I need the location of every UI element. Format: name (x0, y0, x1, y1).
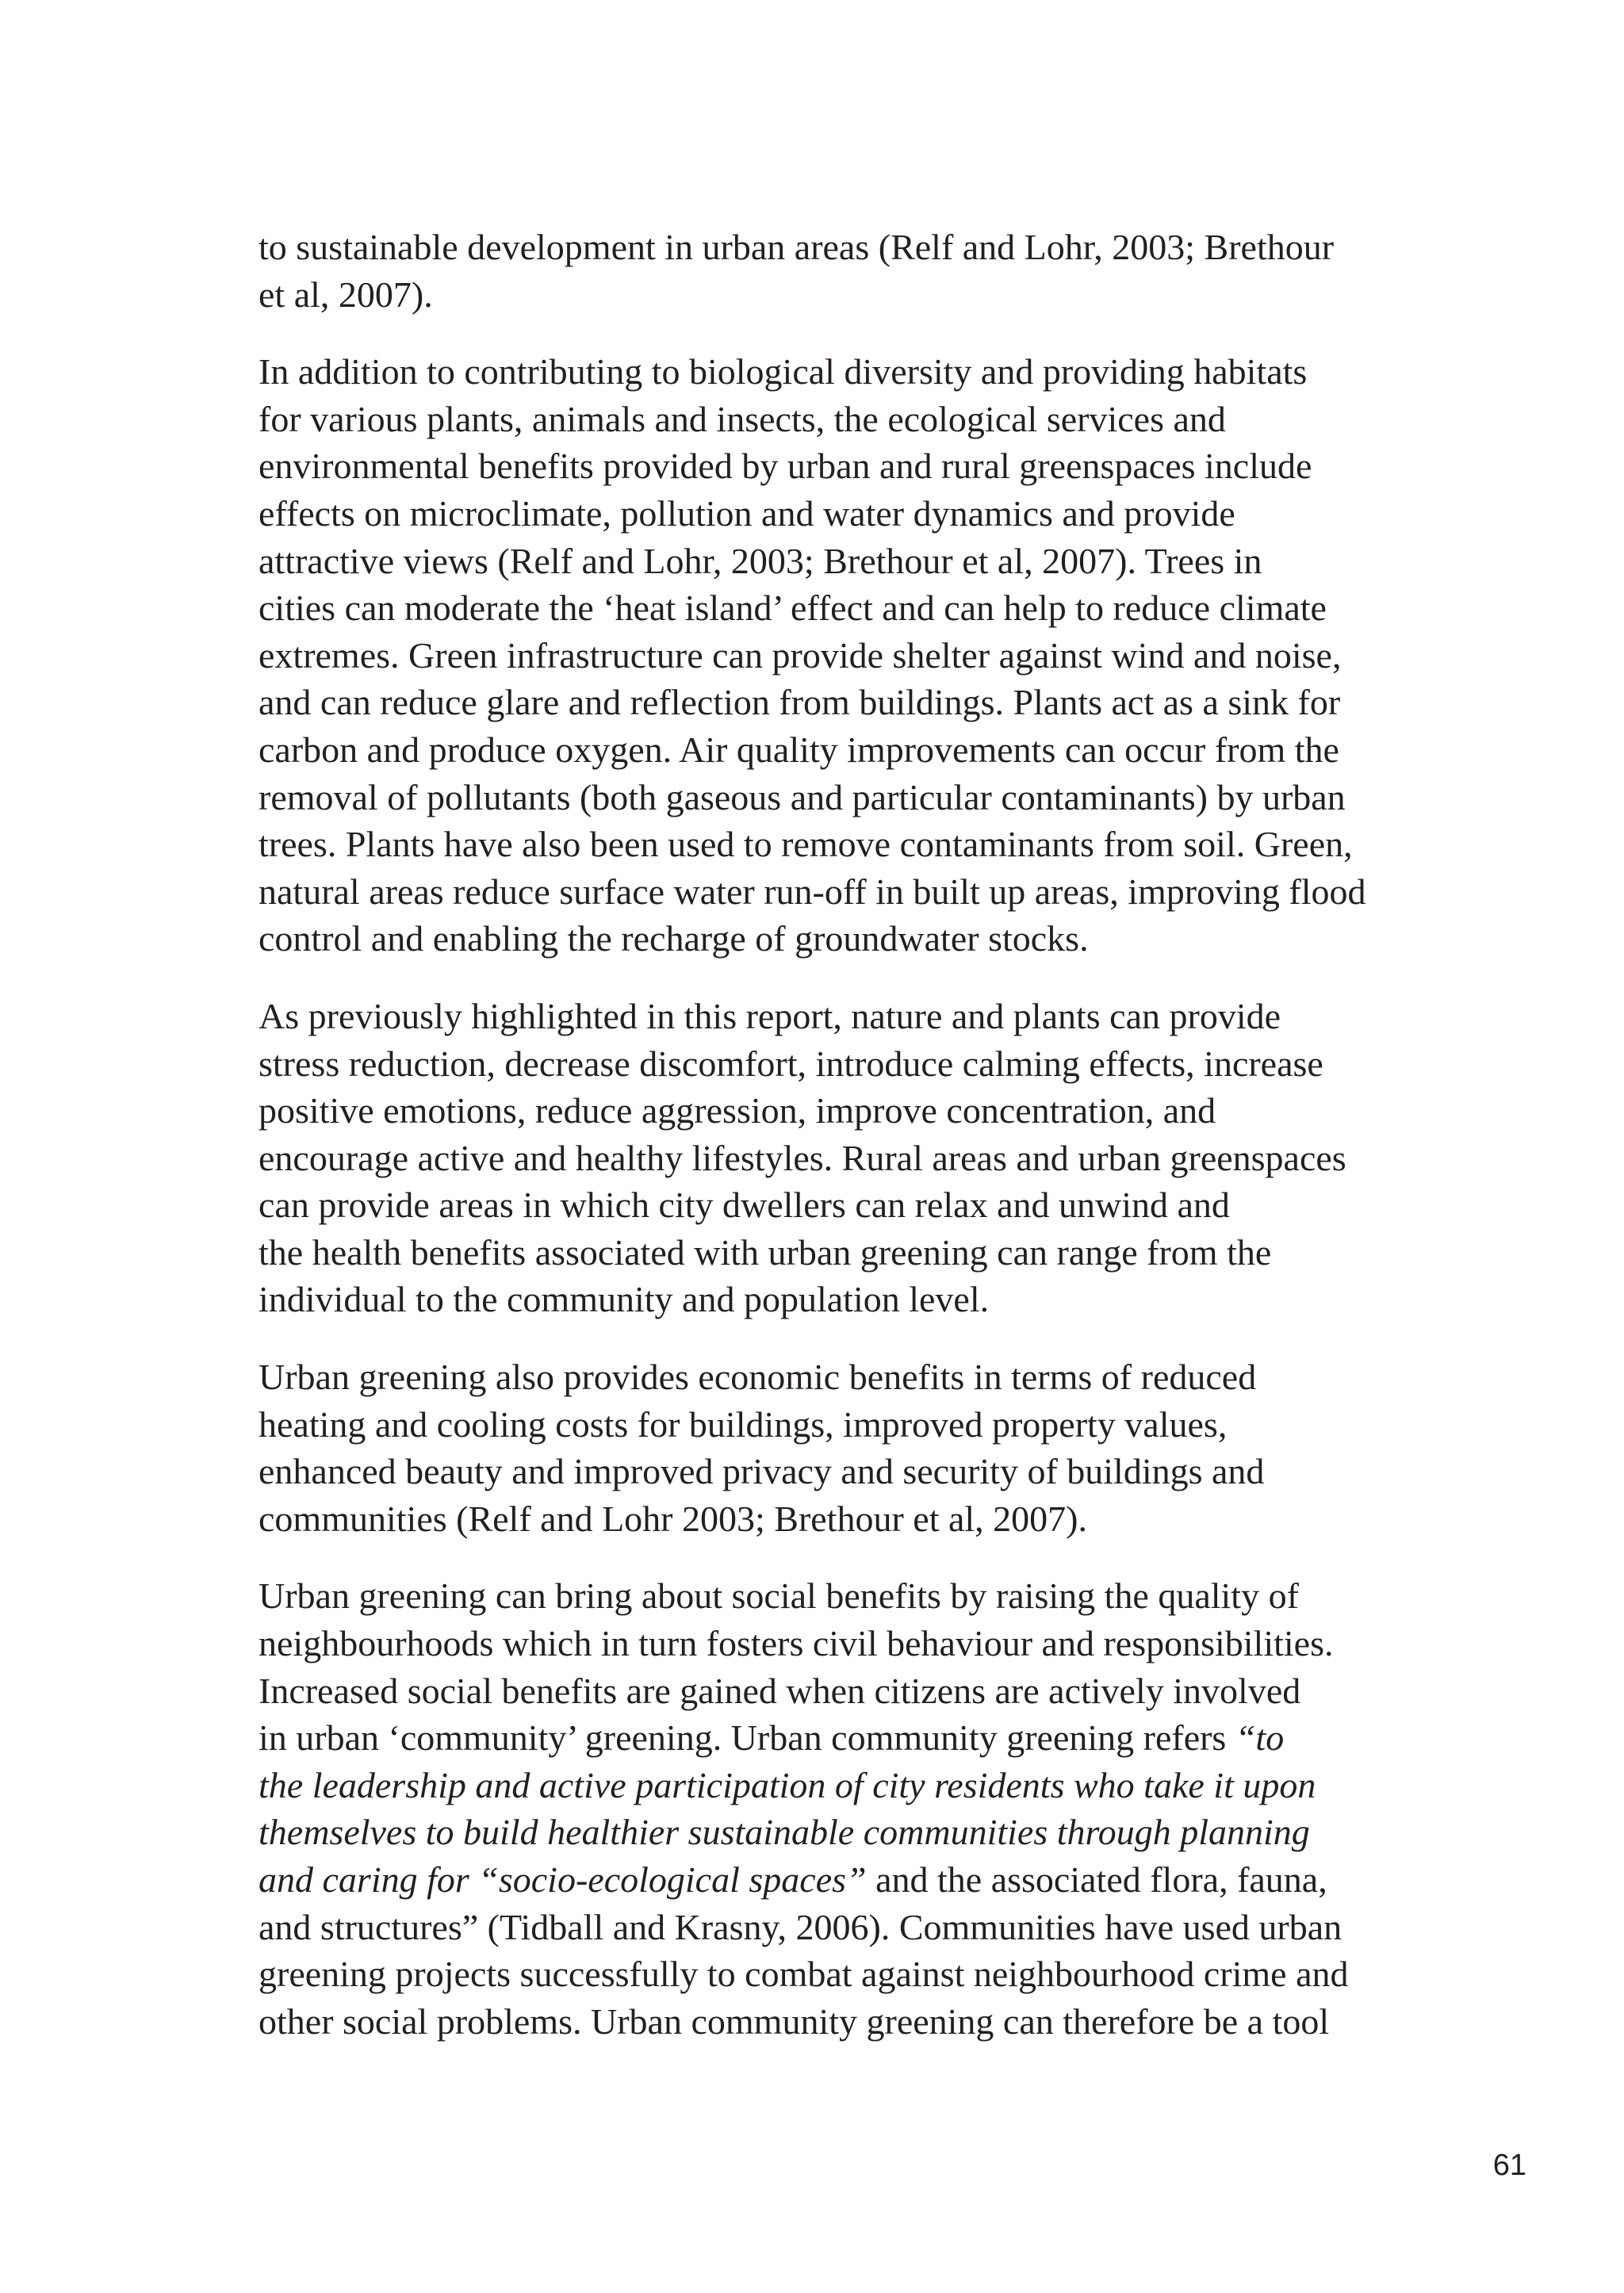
text-line (259, 1904, 1400, 1951)
text-run: natural areas reduce surface water run-off in built up areas, improving flood (259, 871, 1366, 912)
text-run: in urban ‘community’ greening. Urban community greening refers (259, 1717, 1235, 1759)
text-run: As previously highlighted in this report, nature and plants can provide (259, 995, 1281, 1036)
text-line (259, 1229, 1400, 1277)
text-line (259, 1714, 1400, 1762)
text-line (259, 348, 1400, 396)
text-line (259, 868, 1400, 916)
italic-quote-run: themselves to build healthier sustainable communities through planning (259, 1812, 1310, 1853)
text-run: et al, 2007). (259, 274, 433, 315)
text-line (259, 1276, 1400, 1323)
text-run: enhanced beauty and improved privacy and security of buildings and (259, 1451, 1265, 1492)
paragraph (259, 348, 1400, 963)
text-run: encourage active and healthy lifestyles. Rural areas and urban greenspaces (259, 1137, 1346, 1178)
text-run: In addition to contributing to biological diversity and providing habitats (259, 351, 1308, 392)
text-run: control and enabling the recharge of groundwater stocks. (259, 918, 1089, 959)
paragraph (259, 1572, 1400, 2045)
italic-quote-run: and caring for “socio-ecological spaces” (259, 1859, 867, 1900)
text-line (259, 1401, 1400, 1449)
text-line (259, 1353, 1400, 1401)
text-run: individual to the community and population level. (259, 1279, 990, 1320)
text-line (259, 1998, 1400, 2046)
text-line (259, 538, 1400, 585)
text-run: other social problems. Urban community greening can therefore be a tool (259, 2000, 1330, 2042)
paragraph (259, 993, 1400, 1323)
italic-quote-run: the leadership and active participation of city residents who take it upon (259, 1764, 1316, 1805)
text-run: trees. Plants have also been used to remove contaminants from soil. Green, (259, 824, 1353, 865)
text-run: can provide areas in which city dwellers can relax and unwind and (259, 1185, 1230, 1226)
text-run: Increased social benefits are gained when citizens are actively involved (259, 1670, 1301, 1711)
page-number: 61 (1492, 2149, 1526, 2182)
text-line (259, 442, 1400, 490)
italic-quote-run: “to (1235, 1717, 1285, 1759)
text-run: neighbourhoods which in turn fosters civil behaviour and responsibilities. (259, 1623, 1334, 1664)
text-run: extremes. Green infrastructure can provide shelter against wind and noise, (259, 634, 1342, 676)
text-run: heating and cooling costs for buildings, improved property values, (259, 1403, 1228, 1445)
text-run: and the associated flora, fauna, (866, 1859, 1327, 1900)
text-run: removal of pollutants (both gaseous and particular contaminants) by urban (259, 776, 1346, 817)
text-line (259, 1135, 1400, 1182)
text-line (259, 1667, 1400, 1715)
text-run: Urban greening also provides economic benefits in terms of reduced (259, 1357, 1257, 1398)
text-line (259, 271, 1400, 319)
text-run: attractive views (Relf and Lohr, 2003; Brethour et al, 2007). Trees in (259, 540, 1262, 581)
text-line (259, 1762, 1400, 1809)
text-line (259, 632, 1400, 679)
text-run: cities can moderate the ‘heat island’ effect and can help to reduce climate (259, 588, 1327, 629)
text-line (259, 1181, 1400, 1229)
text-run: stress reduction, decrease discomfort, introduce calming effects, increase (259, 1043, 1323, 1084)
text-run: to sustainable development in urban areas (Relf and Lohr, 2003; Brethour (259, 227, 1335, 267)
text-run: and can reduce glare and reflection from buildings. Plants act as a sink for (259, 682, 1341, 723)
text-line (259, 726, 1400, 774)
text-line (259, 224, 1400, 271)
text-run: positive emotions, reduce aggression, improve concentration, and (259, 1090, 1216, 1131)
paragraph (259, 1353, 1400, 1542)
text-line (259, 1856, 1400, 1904)
text-line (259, 490, 1400, 538)
text-line (259, 915, 1400, 963)
text-run: carbon and produce oxygen. Air quality improvements can occur from the (259, 729, 1339, 770)
text-line (259, 1448, 1400, 1495)
body-text (259, 224, 1400, 2075)
text-line (259, 1809, 1400, 1856)
text-line (259, 1620, 1400, 1667)
text-run: for various plants, animals and insects, the ecological services and (259, 398, 1226, 439)
text-line (259, 774, 1400, 821)
text-line (259, 1040, 1400, 1088)
text-run: Urban greening can bring about social benefits by raising the quality of (259, 1575, 1299, 1617)
text-line (259, 821, 1400, 868)
text-run: communities (Relf and Lohr 2003; Brethour et al, 2007). (259, 1498, 1087, 1539)
text-run: and structures” (Tidball and Krasny, 2006). Communities have used urban (259, 1906, 1342, 1947)
text-run: greening projects successfully to combat against neighbourhood crime and (259, 1954, 1349, 1995)
text-line (259, 396, 1400, 443)
text-run: effects on microclimate, pollution and water dynamics and provide (259, 492, 1235, 534)
text-line (259, 679, 1400, 726)
text-run: environmental benefits provided by urban and rural greenspaces include (259, 446, 1312, 487)
text-line (259, 1495, 1400, 1543)
text-line (259, 1087, 1400, 1135)
paragraph (259, 224, 1400, 318)
text-line (259, 993, 1400, 1040)
text-run: the health benefits associated with urban greening can range from the (259, 1231, 1272, 1273)
text-line (259, 1572, 1400, 1620)
text-line (259, 584, 1400, 632)
text-line (259, 1950, 1400, 1998)
